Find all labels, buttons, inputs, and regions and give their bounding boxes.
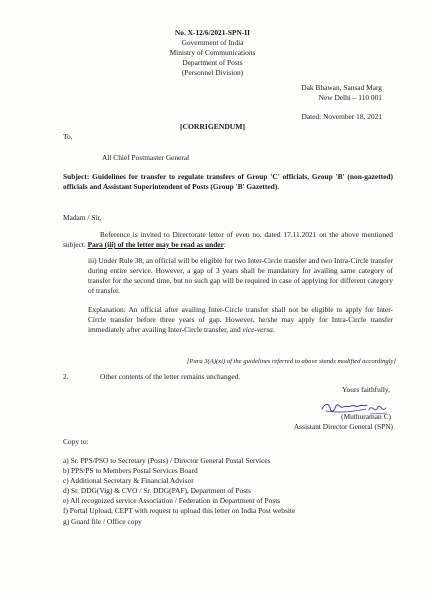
signatory-designation: Assistant Director General (SPN) (293, 422, 393, 431)
header-line-division: (Personnel Division) (181, 68, 244, 77)
list-item: g) Guard file / Office copy (63, 516, 142, 526)
header-line-government: Government of India (181, 38, 244, 47)
paragraph-1 (63, 230, 393, 250)
paragraph-2: Other contents of the letter remains unchanged. (100, 372, 241, 381)
explanation-end: . (272, 325, 275, 334)
office-address (262, 83, 382, 103)
explanation-vice-versa: vice-versa (242, 325, 273, 334)
explanation-text: Explanation: An official after availing Inter-Circle transfer shall not be eligible to apply for Inter-Circle transfer before three years of gap. However, he/she may apply for Intra-Circle transfer immediately after availing Inter-Circle transfer, and (88, 305, 393, 334)
paragraph-1-emphasis: Para (iii) of the letter may be read as under (87, 240, 224, 249)
list-item: d) Sr. DDG(Vig) & CVO / Sr. DDG(PAF), Department of Posts (63, 486, 251, 496)
list-item: f) Portal Upload, CEPT with request to upload this letter on India Post website (63, 506, 296, 516)
to-label: To, (63, 132, 73, 141)
paragraph-1-end: : (223, 240, 226, 249)
subject-line: Subject: Guidelines for transfer to regulate transfers of Group 'C' officials, Group 'B' (non-gazetted) officials and Assistant Superintendent of Posts (Group 'B' Gazetted). (63, 172, 393, 191)
copy-to-list (63, 456, 403, 527)
list-item: e) All recognized service Association / Federation in Department of Posts (63, 496, 281, 506)
file-number: No. X-12/6/2021-SPN-II (174, 28, 251, 37)
list-item: b) PPS/PS to Members Postal Services Board (63, 466, 198, 476)
letter-header (0, 28, 425, 78)
address-line-2: New Delhi – 110 001 (318, 93, 382, 102)
modification-note: [Para 3(A)(xi) of the guidelines referred to above stands modified accordingly] (186, 358, 396, 365)
explanation-para (88, 305, 393, 335)
paragraph-1-text: Reference is invited to Directorate letter of even no. dated 17.11.2021 on the above mentioned subject. (63, 230, 393, 249)
letter-date: Dated: November 18, 2021 (301, 112, 382, 121)
quoted-para-iii: iii) Under Rule 38, an official will be eligible for two Inter-Circle transfer and two Intra-Circle transfer during entire service. However, a gap of 3 years shall be mandatory for availing same category of transfer for the second time, but no such gap will be required in case of applying for different category of transfer. (88, 256, 393, 295)
header-line-ministry: Ministry of Communications (169, 48, 256, 57)
header-line-department: Department of Posts (182, 58, 243, 67)
address-line-1: Dak Bhawan, Sansad Marg (301, 83, 382, 92)
paragraph-2-number: 2. (63, 372, 69, 381)
copy-to-label: Copy to: (63, 437, 89, 446)
quoted-para-block (88, 256, 393, 344)
document-type-heading: [CORRIGENDUM] (180, 122, 245, 131)
list-item: c) Additional Secretary & Financial Advisor (63, 476, 194, 486)
closing: Yours faithfully, (341, 385, 390, 394)
salutation: Madam / Sir, (63, 213, 102, 222)
list-item: a) Sr. PPS/PSO to Secretary (Posts) / Director General Postal Services (63, 456, 271, 465)
addressee: All Chief Postmaster General (102, 153, 190, 162)
signatory-name: (Muthuraman C) (341, 412, 391, 421)
